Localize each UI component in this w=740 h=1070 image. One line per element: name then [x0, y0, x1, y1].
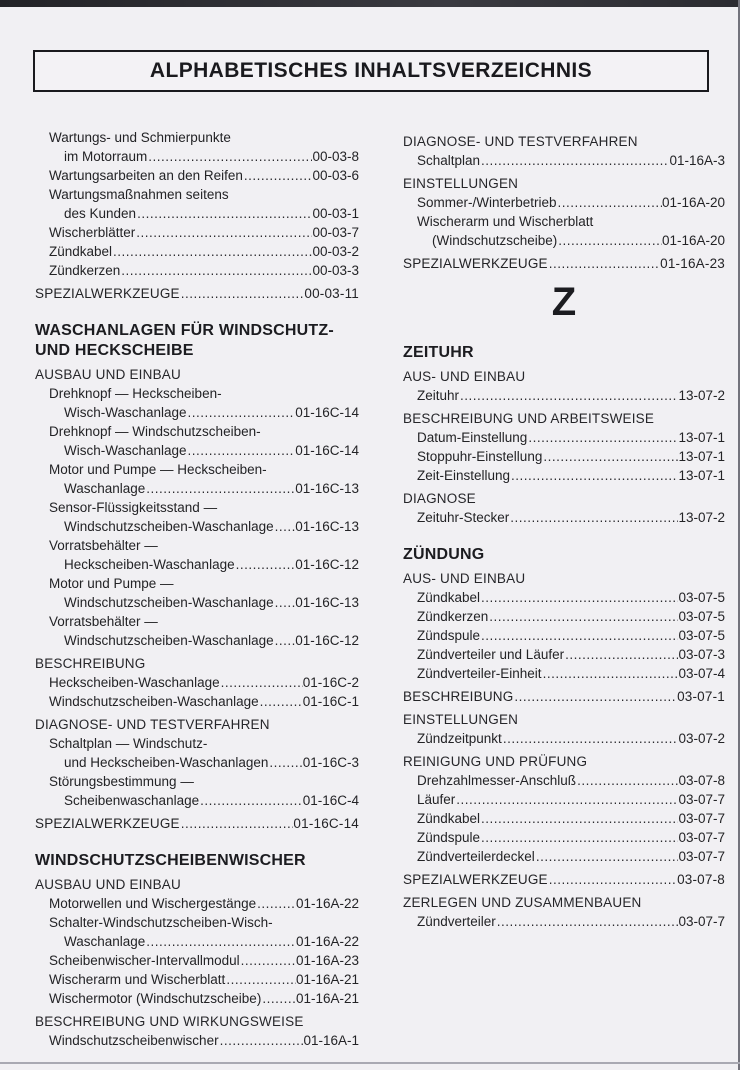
- toc-subsection-title: DIAGNOSE: [403, 491, 476, 506]
- toc-entry: [403, 870, 725, 889]
- toc-entry-line: [35, 441, 359, 460]
- toc-entry-line: [35, 574, 359, 593]
- toc-entry: [403, 771, 725, 790]
- toc-leader-dots: [220, 673, 303, 692]
- toc-leader-dots: [274, 517, 296, 536]
- toc-entry-line: [403, 809, 725, 828]
- toc-entry: [403, 828, 725, 847]
- toc-entry-line: [403, 254, 725, 273]
- toc-entry-text: Wartungsarbeiten an den Reifen: [49, 168, 243, 183]
- toc-entry-text: Scheibenwaschanlage: [64, 793, 200, 808]
- toc-entry: [403, 790, 725, 809]
- toc-entry: [403, 193, 725, 212]
- toc-entry-text: SPEZIALWERKZEUGE: [403, 256, 548, 271]
- toc-entry: [403, 151, 725, 170]
- toc-column-left: [35, 128, 359, 1050]
- toc-entry-text: Zündspule: [417, 628, 481, 643]
- toc-page-number: 03-07-1: [677, 689, 725, 704]
- toc-leader-dots: [488, 607, 678, 626]
- toc-entry-text: Zündverteiler: [417, 914, 496, 929]
- toc-entry-text: Windschutzscheibenwischer: [49, 1033, 219, 1048]
- toc-subsection-title: EINSTELLUNGEN: [403, 176, 519, 191]
- toc-entry-line: [403, 231, 725, 250]
- toc-leader-dots: [480, 809, 678, 828]
- toc-entry-text: (Windschutzscheibe): [432, 233, 558, 248]
- toc-leader-dots: [243, 166, 313, 185]
- toc-section-line: WINDSCHUTZSCHEIBENWISCHER: [35, 852, 306, 869]
- toc-subsection-title: AUSBAU UND EINBAU: [35, 877, 181, 892]
- toc-leader-dots: [235, 555, 296, 574]
- toc-entry-line: [35, 147, 359, 166]
- toc-entry-text: Waschanlage: [64, 934, 146, 949]
- toc-leader-dots: [274, 593, 296, 612]
- toc-entry-text: Motor und Pumpe —: [49, 576, 174, 591]
- toc-entry: [35, 536, 359, 574]
- toc-entry: [403, 447, 725, 466]
- toc-entry-text: Waschanlage: [64, 481, 146, 496]
- toc-entry: [35, 498, 359, 536]
- index-letter: Z: [551, 280, 577, 324]
- toc-entry-text: Schaltplan — Windschutz-: [49, 736, 208, 751]
- toc-entry: [35, 384, 359, 422]
- toc-entry-line: [403, 626, 725, 645]
- toc-entry-line: [35, 128, 359, 147]
- toc-entry-text: Heckscheiben-Waschanlage: [64, 557, 235, 572]
- toc-page-number: 01-16A-23: [660, 256, 725, 271]
- toc-leader-dots: [268, 753, 302, 772]
- toc-entry: [35, 814, 359, 833]
- toc-leader-dots: [225, 970, 296, 989]
- toc-entry: [35, 692, 359, 711]
- toc-page-number: 00-03-8: [312, 149, 359, 164]
- toc-entry-line: [35, 1031, 359, 1050]
- toc-entry-line: [403, 870, 725, 889]
- toc-leader-dots: [510, 466, 678, 485]
- toc-leader-dots: [535, 847, 679, 866]
- toc-page-number: 03-07-2: [678, 731, 725, 746]
- toc-leader-dots: [527, 428, 678, 447]
- toc-leader-dots: [480, 828, 678, 847]
- toc-subsection-title: AUSBAU UND EINBAU: [35, 367, 181, 382]
- toc-section-line: UND HECKSCHEIBE: [35, 342, 194, 359]
- scan-edge-bottom: [0, 1062, 740, 1064]
- toc-entry: [35, 166, 359, 185]
- toc-entry: [35, 970, 359, 989]
- toc-entry-line: [403, 193, 725, 212]
- toc-page-number: 00-03-3: [312, 263, 359, 278]
- toc-leader-dots: [480, 626, 678, 645]
- toc-entry-line: [403, 828, 725, 847]
- toc-entry: [403, 645, 725, 664]
- toc-subsection-title: REINIGUNG UND PRÜFUNG: [403, 754, 588, 769]
- toc-entry: [35, 894, 359, 913]
- toc-entry-line: [35, 631, 359, 650]
- toc-entry-text: SPEZIALWERKZEUGE: [35, 286, 180, 301]
- toc-entry-text: Zündzeitpunkt: [417, 731, 502, 746]
- toc-page-number: 03-07-5: [678, 590, 725, 605]
- toc-entry-line: [35, 932, 359, 951]
- toc-leader-dots: [509, 508, 678, 527]
- toc-page-number: 01-16C-14: [295, 443, 359, 458]
- toc-subsection-title: AUS- UND EINBAU: [403, 571, 526, 586]
- toc-entry: [35, 422, 359, 460]
- toc-subsection-title: EINSTELLUNGEN: [403, 712, 519, 727]
- toc-entry-text: Läufer: [417, 792, 456, 807]
- toc-entry-text: SPEZIALWERKZEUGE: [35, 816, 180, 831]
- toc-entry-text: Datum-Einstellung: [417, 430, 528, 445]
- toc-leader-dots: [187, 403, 296, 422]
- toc-entry-line: [403, 588, 725, 607]
- toc-leader-dots: [219, 1031, 304, 1050]
- toc-page-number: 01-16A-23: [295, 953, 359, 968]
- toc-entry: [35, 734, 359, 772]
- toc-entry-line: [35, 536, 359, 555]
- toc-entry: [35, 951, 359, 970]
- toc-entry-text: Zündkabel: [49, 244, 113, 259]
- toc-leader-dots: [513, 687, 677, 706]
- toc-entry: [35, 223, 359, 242]
- toc-entry-line: [35, 422, 359, 441]
- toc-leader-dots: [147, 147, 312, 166]
- toc-entry-line: [35, 612, 359, 631]
- toc-entry-text: Scheibenwischer-Intervallmodul: [49, 953, 240, 968]
- toc-entry-line: [35, 734, 359, 753]
- toc-leader-dots: [557, 231, 662, 250]
- toc-entry-line: [35, 185, 359, 204]
- toc-entry-text: Zündspule: [417, 830, 481, 845]
- toc-entry-line: [403, 607, 725, 626]
- toc-page-number: 13-07-1: [678, 468, 725, 483]
- toc-entry-text: Wartungs- und Schmierpunkte: [49, 130, 231, 145]
- toc-entry-text: Drehknopf — Heckscheiben-: [49, 386, 222, 401]
- toc-entry-text: Sensor-Flüssigkeitsstand —: [49, 500, 218, 515]
- toc-section-title: [403, 545, 725, 565]
- toc-entry: [35, 460, 359, 498]
- toc-leader-dots: [112, 242, 312, 261]
- toc-entry: [35, 913, 359, 951]
- toc-page-number: 03-07-3: [678, 647, 725, 662]
- toc-entry-line: [35, 692, 359, 711]
- toc-page-number: 01-16C-13: [295, 519, 359, 534]
- toc-column-right: [403, 128, 725, 931]
- toc-entry: [35, 989, 359, 1008]
- page-title: ALPHABETISCHES INHALTSVERZEICHNIS: [149, 59, 593, 82]
- toc-page-number: 03-07-7: [678, 849, 725, 864]
- toc-entry-line: [35, 479, 359, 498]
- toc-section-line: ZEITUHR: [403, 344, 474, 361]
- toc-subsection-title: BESCHREIBUNG: [35, 656, 146, 671]
- toc-page-number: 00-03-11: [304, 286, 359, 301]
- toc-page-number: 01-16C-12: [295, 633, 359, 648]
- toc-entry-line: [35, 753, 359, 772]
- scan-edge-top: [0, 0, 740, 7]
- toc-entry-text: Zeit-Einstellung: [417, 468, 511, 483]
- toc-page-number: 01-16A-21: [295, 972, 359, 987]
- toc-entry-line: [403, 664, 725, 683]
- toc-page-number: 03-07-7: [678, 830, 725, 845]
- toc-entry-line: [35, 970, 359, 989]
- toc-entry: [403, 254, 725, 273]
- toc-entry-text: Sommer-/Winterbetrieb: [417, 195, 557, 210]
- toc-leader-dots: [502, 729, 679, 748]
- toc-leader-dots: [256, 894, 296, 913]
- toc-entry-text: Wisch-Waschanlage: [64, 405, 187, 420]
- toc-entry-line: [35, 284, 359, 303]
- toc-leader-dots: [145, 932, 296, 951]
- toc-page-number: 01-16A-22: [295, 934, 359, 949]
- toc-page-number: 13-07-2: [678, 388, 725, 403]
- toc-entry-text: Drehzahlmesser-Anschluß: [417, 773, 577, 788]
- toc-leader-dots: [261, 989, 296, 1008]
- toc-page-number: 01-16A-22: [295, 896, 359, 911]
- toc-entry-text: Wischermotor (Windschutzscheibe): [49, 991, 262, 1006]
- toc-section-title: [403, 343, 725, 363]
- toc-entry-line: [403, 790, 725, 809]
- toc-entry-line: [35, 460, 359, 479]
- toc-entry-line: [35, 673, 359, 692]
- toc-page-number: 01-16A-3: [669, 153, 725, 168]
- toc-entry: [35, 284, 359, 303]
- toc-page-number: 00-03-2: [312, 244, 359, 259]
- toc-entry-line: [403, 212, 725, 231]
- toc-entry: [403, 508, 725, 527]
- toc-entry-text: Heckscheiben-Waschanlage: [49, 675, 220, 690]
- title-box: [33, 50, 709, 92]
- toc-entry: [35, 128, 359, 166]
- toc-entry-text: Zündkerzen: [49, 263, 121, 278]
- toc-entry-text: Zündkabel: [417, 590, 481, 605]
- toc-page-number: 01-16A-21: [295, 991, 359, 1006]
- toc-entry-line: [35, 498, 359, 517]
- toc-entry-text: Windschutzscheiben-Waschanlage: [64, 595, 274, 610]
- toc-leader-dots: [542, 664, 679, 683]
- toc-entry-text: Windschutzscheiben-Waschanlage: [49, 694, 259, 709]
- toc-page-number: 01-16C-14: [293, 816, 359, 831]
- toc-entry-line: [35, 989, 359, 1008]
- toc-entry: [403, 664, 725, 683]
- toc-entry-text: und Heckscheiben-Waschanlagen: [64, 755, 269, 770]
- toc-entry: [403, 729, 725, 748]
- toc-entry-line: [35, 403, 359, 422]
- toc-entry-text: Zeituhr-Stecker: [417, 510, 510, 525]
- toc-entry-line: [35, 791, 359, 810]
- toc-entry-line: [35, 384, 359, 403]
- toc-leader-dots: [199, 791, 303, 810]
- toc-entry: [403, 687, 725, 706]
- toc-entry-text: Zündverteiler und Läufer: [417, 647, 565, 662]
- toc-page-number: 13-07-2: [678, 510, 725, 525]
- toc-entry-line: [35, 555, 359, 574]
- toc-page-number: 03-07-4: [678, 666, 725, 681]
- toc-entry: [35, 242, 359, 261]
- toc-leader-dots: [240, 951, 296, 970]
- toc-entry: [403, 626, 725, 645]
- toc-entry-line: [35, 204, 359, 223]
- toc-page-number: 03-07-8: [677, 872, 725, 887]
- toc-page-number: 13-07-1: [678, 430, 725, 445]
- toc-entry-text: Zeituhr: [417, 388, 460, 403]
- toc-entry-line: [403, 729, 725, 748]
- toc-entry-text: Zündverteiler-Einheit: [417, 666, 542, 681]
- toc-leader-dots: [187, 441, 296, 460]
- toc-entry: [35, 673, 359, 692]
- toc-leader-dots: [180, 814, 294, 833]
- toc-entry-text: Vorratsbehälter —: [49, 614, 158, 629]
- toc-entry: [403, 212, 725, 250]
- toc-entry-line: [403, 151, 725, 170]
- toc-leader-dots: [274, 631, 296, 650]
- toc-section-line: WASCHANLAGEN FÜR WINDSCHUTZ-: [35, 322, 334, 339]
- toc-entry-text: SPEZIALWERKZEUGE: [403, 872, 548, 887]
- toc-entry-text: Schalter-Windschutzscheiben-Wisch-: [49, 915, 273, 930]
- toc-page-number: 03-07-7: [678, 792, 725, 807]
- toc-leader-dots: [557, 193, 662, 212]
- toc-section-line: ZÜNDUNG: [403, 546, 485, 563]
- toc-entry-text: Motorwellen und Wischergestänge: [49, 896, 257, 911]
- toc-entry: [403, 386, 725, 405]
- toc-entry-line: [403, 428, 725, 447]
- toc-subsection-title: BESCHREIBUNG UND WIRKUNGSWEISE: [35, 1014, 304, 1029]
- toc-page-number: 01-16C-13: [295, 595, 359, 610]
- toc-leader-dots: [259, 692, 303, 711]
- toc-page-number: 01-16A-1: [303, 1033, 359, 1048]
- toc-page-number: 03-07-5: [678, 609, 725, 624]
- toc-entry: [403, 466, 725, 485]
- toc-entry-line: [403, 847, 725, 866]
- toc-page-number: 00-03-1: [312, 206, 359, 221]
- toc-leader-dots: [548, 870, 677, 889]
- toc-page-number: 03-07-5: [678, 628, 725, 643]
- toc-entry-line: [403, 466, 725, 485]
- toc-entry-text: Schaltplan: [417, 153, 481, 168]
- toc-entry-text: Störungsbestimmung —: [49, 774, 194, 789]
- toc-page-number: 00-03-6: [312, 168, 359, 183]
- toc-leader-dots: [136, 204, 312, 223]
- toc-entry: [403, 809, 725, 828]
- toc-leader-dots: [548, 254, 660, 273]
- toc-entry-line: [403, 447, 725, 466]
- toc-entry-text: des Kunden: [64, 206, 137, 221]
- toc-subsection-title: BESCHREIBUNG UND ARBEITSWEISE: [403, 411, 655, 426]
- toc-entry-line: [403, 508, 725, 527]
- toc-entry: [35, 261, 359, 280]
- toc-entry-line: [403, 687, 725, 706]
- toc-entry-line: [403, 912, 725, 931]
- toc-leader-dots: [135, 223, 312, 242]
- toc-entry: [403, 912, 725, 931]
- toc-entry-text: Zündkerzen: [417, 609, 489, 624]
- toc-entry: [403, 847, 725, 866]
- toc-entry-line: [35, 913, 359, 932]
- toc-entry-text: im Motorraum: [64, 149, 148, 164]
- toc-entry-line: [35, 261, 359, 280]
- toc-page-number: 01-16C-1: [302, 694, 359, 709]
- toc-section-title: [35, 321, 359, 361]
- toc-entry-text: Windschutzscheiben-Waschanlage: [64, 633, 274, 648]
- toc-entry: [403, 607, 725, 626]
- toc-subsection-title: ZERLEGEN UND ZUSAMMENBAUEN: [403, 895, 642, 910]
- toc-page-number: 00-03-7: [312, 225, 359, 240]
- toc-page-number: 01-16A-20: [661, 195, 725, 210]
- toc-section-title: [35, 851, 359, 871]
- toc-entry-text: Drehknopf — Windschutzscheiben-: [49, 424, 261, 439]
- toc-subsection-title: AUS- UND EINBAU: [403, 369, 526, 384]
- toc-subsection-title: DIAGNOSE- UND TESTVERFAHREN: [35, 717, 270, 732]
- toc-leader-dots: [180, 284, 305, 303]
- toc-entry-line: [403, 645, 725, 664]
- toc-page-number: 01-16C-2: [302, 675, 359, 690]
- toc-entry: [35, 185, 359, 223]
- toc-entry-line: [35, 894, 359, 913]
- toc-entry: [35, 1031, 359, 1050]
- toc-entry-text: BESCHREIBUNG: [403, 689, 514, 704]
- toc-subsection-title: DIAGNOSE- UND TESTVERFAHREN: [403, 134, 638, 149]
- toc-page-number: 03-07-7: [678, 811, 725, 826]
- toc-entry-line: [35, 166, 359, 185]
- toc-entry-line: [403, 771, 725, 790]
- toc-page-number: 03-07-7: [678, 914, 725, 929]
- toc-leader-dots: [455, 790, 678, 809]
- toc-entry-line: [35, 772, 359, 791]
- toc-leader-dots: [564, 645, 678, 664]
- toc-page-number: 03-07-8: [678, 773, 725, 788]
- toc-entry: [35, 574, 359, 612]
- toc-entry-text: Motor und Pumpe — Heckscheiben-: [49, 462, 267, 477]
- toc-page-number: 01-16C-3: [302, 755, 359, 770]
- toc-entry-line: [35, 593, 359, 612]
- toc-page-number: 13-07-1: [678, 449, 725, 464]
- toc-leader-dots: [120, 261, 312, 280]
- toc-entry-line: [35, 242, 359, 261]
- toc-entry-line: [403, 386, 725, 405]
- toc-page-number: 01-16A-20: [661, 233, 725, 248]
- toc-leader-dots: [480, 588, 678, 607]
- toc-entry-line: [35, 223, 359, 242]
- toc-entry: [403, 428, 725, 447]
- toc-page-number: 01-16C-4: [302, 793, 359, 808]
- toc-entry-line: [35, 951, 359, 970]
- toc-entry-text: Zündkabel: [417, 811, 481, 826]
- toc-entry-text: Wischerarm und Wischerblatt: [49, 972, 226, 987]
- toc-entry: [403, 588, 725, 607]
- toc-entry-text: Windschutzscheiben-Waschanlage: [64, 519, 274, 534]
- toc-leader-dots: [480, 151, 669, 170]
- toc-leader-dots: [542, 447, 678, 466]
- toc-page-number: 01-16C-13: [295, 481, 359, 496]
- toc-leader-dots: [459, 386, 678, 405]
- toc-entry-line: [35, 814, 359, 833]
- toc-entry-text: Zündverteilerdeckel: [417, 849, 535, 864]
- toc-entry-text: Wisch-Waschanlage: [64, 443, 187, 458]
- toc-entry-text: Stoppuhr-Einstellung: [417, 449, 543, 464]
- toc-leader-dots: [145, 479, 295, 498]
- toc-entry: [35, 772, 359, 810]
- toc-entry-text: Wartungsmaßnahmen seitens: [49, 187, 229, 202]
- toc-entry-text: Vorratsbehälter —: [49, 538, 158, 553]
- toc-entry-text: Wischerblätter: [49, 225, 136, 240]
- toc-entry-line: [35, 517, 359, 536]
- toc-page-number: 01-16C-12: [295, 557, 359, 572]
- toc-page-number: 01-16C-14: [295, 405, 359, 420]
- toc-entry-text: Wischerarm und Wischerblatt: [417, 214, 594, 229]
- toc-entry: [35, 612, 359, 650]
- toc-leader-dots: [496, 912, 679, 931]
- toc-leader-dots: [576, 771, 678, 790]
